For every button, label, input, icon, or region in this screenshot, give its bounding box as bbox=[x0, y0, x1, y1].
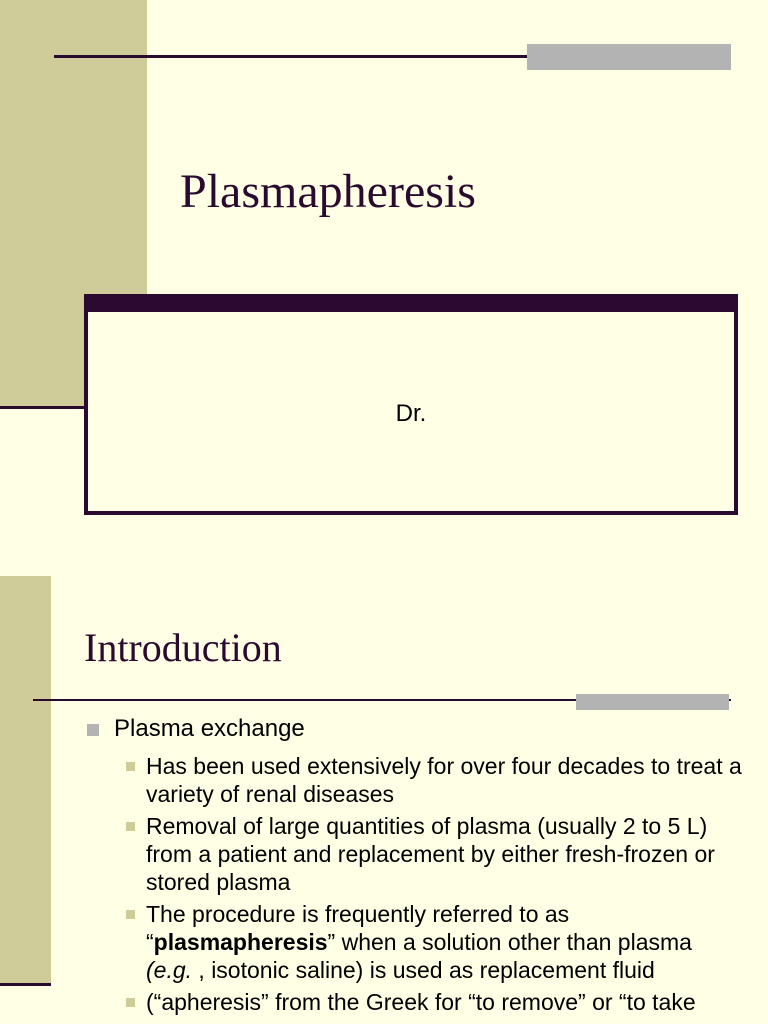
side-rule bbox=[0, 406, 84, 409]
slide-gap bbox=[0, 545, 768, 576]
square-bullet-icon bbox=[126, 822, 135, 831]
bullet-list bbox=[84, 714, 744, 1020]
slide-title: Introduction bbox=[84, 625, 282, 670]
top-gray-bar bbox=[527, 44, 731, 70]
bullet-text: Plasma exchange bbox=[114, 715, 305, 742]
bullet-text: (“apheresis” from the Greek for “to remove” or “to take bbox=[146, 989, 696, 1015]
sub-bullet-list bbox=[84, 752, 744, 1016]
square-bullet-icon bbox=[126, 998, 135, 1007]
title-gray-bar bbox=[576, 694, 729, 710]
bullet-text: Removal of large quantities of plasma (usually 2 to 5 L) from a patient and replacement by either fresh-frozen or stored plasma bbox=[146, 813, 715, 895]
side-band bbox=[0, 576, 51, 985]
bold-term: plasmapheresis bbox=[153, 929, 328, 955]
slide-title: Plasmapheresis bbox=[180, 165, 476, 218]
list-item bbox=[84, 714, 744, 744]
list-item bbox=[84, 752, 744, 808]
subtitle-box bbox=[84, 294, 738, 515]
bullet-text: Has been used extensively for over four decades to treat a variety of renal diseases bbox=[146, 753, 742, 807]
square-bullet-icon bbox=[87, 724, 99, 736]
square-bullet-icon bbox=[126, 910, 135, 919]
side-rule bbox=[0, 983, 51, 986]
square-bullet-icon bbox=[126, 762, 135, 771]
italic-term: (e.g. bbox=[146, 957, 193, 983]
list-item bbox=[84, 900, 744, 984]
bullet-text bbox=[146, 901, 692, 983]
text-run: , isotonic saline) is used as replacement fluid bbox=[192, 957, 655, 983]
text-run: ” when a solution other than plasma bbox=[327, 929, 692, 955]
list-item bbox=[84, 988, 744, 1016]
text-run: The procedure is frequently referred to as “ bbox=[146, 901, 570, 955]
subtitle-text: Dr. bbox=[395, 400, 427, 427]
list-item bbox=[84, 812, 744, 896]
content-slide bbox=[0, 576, 768, 1024]
